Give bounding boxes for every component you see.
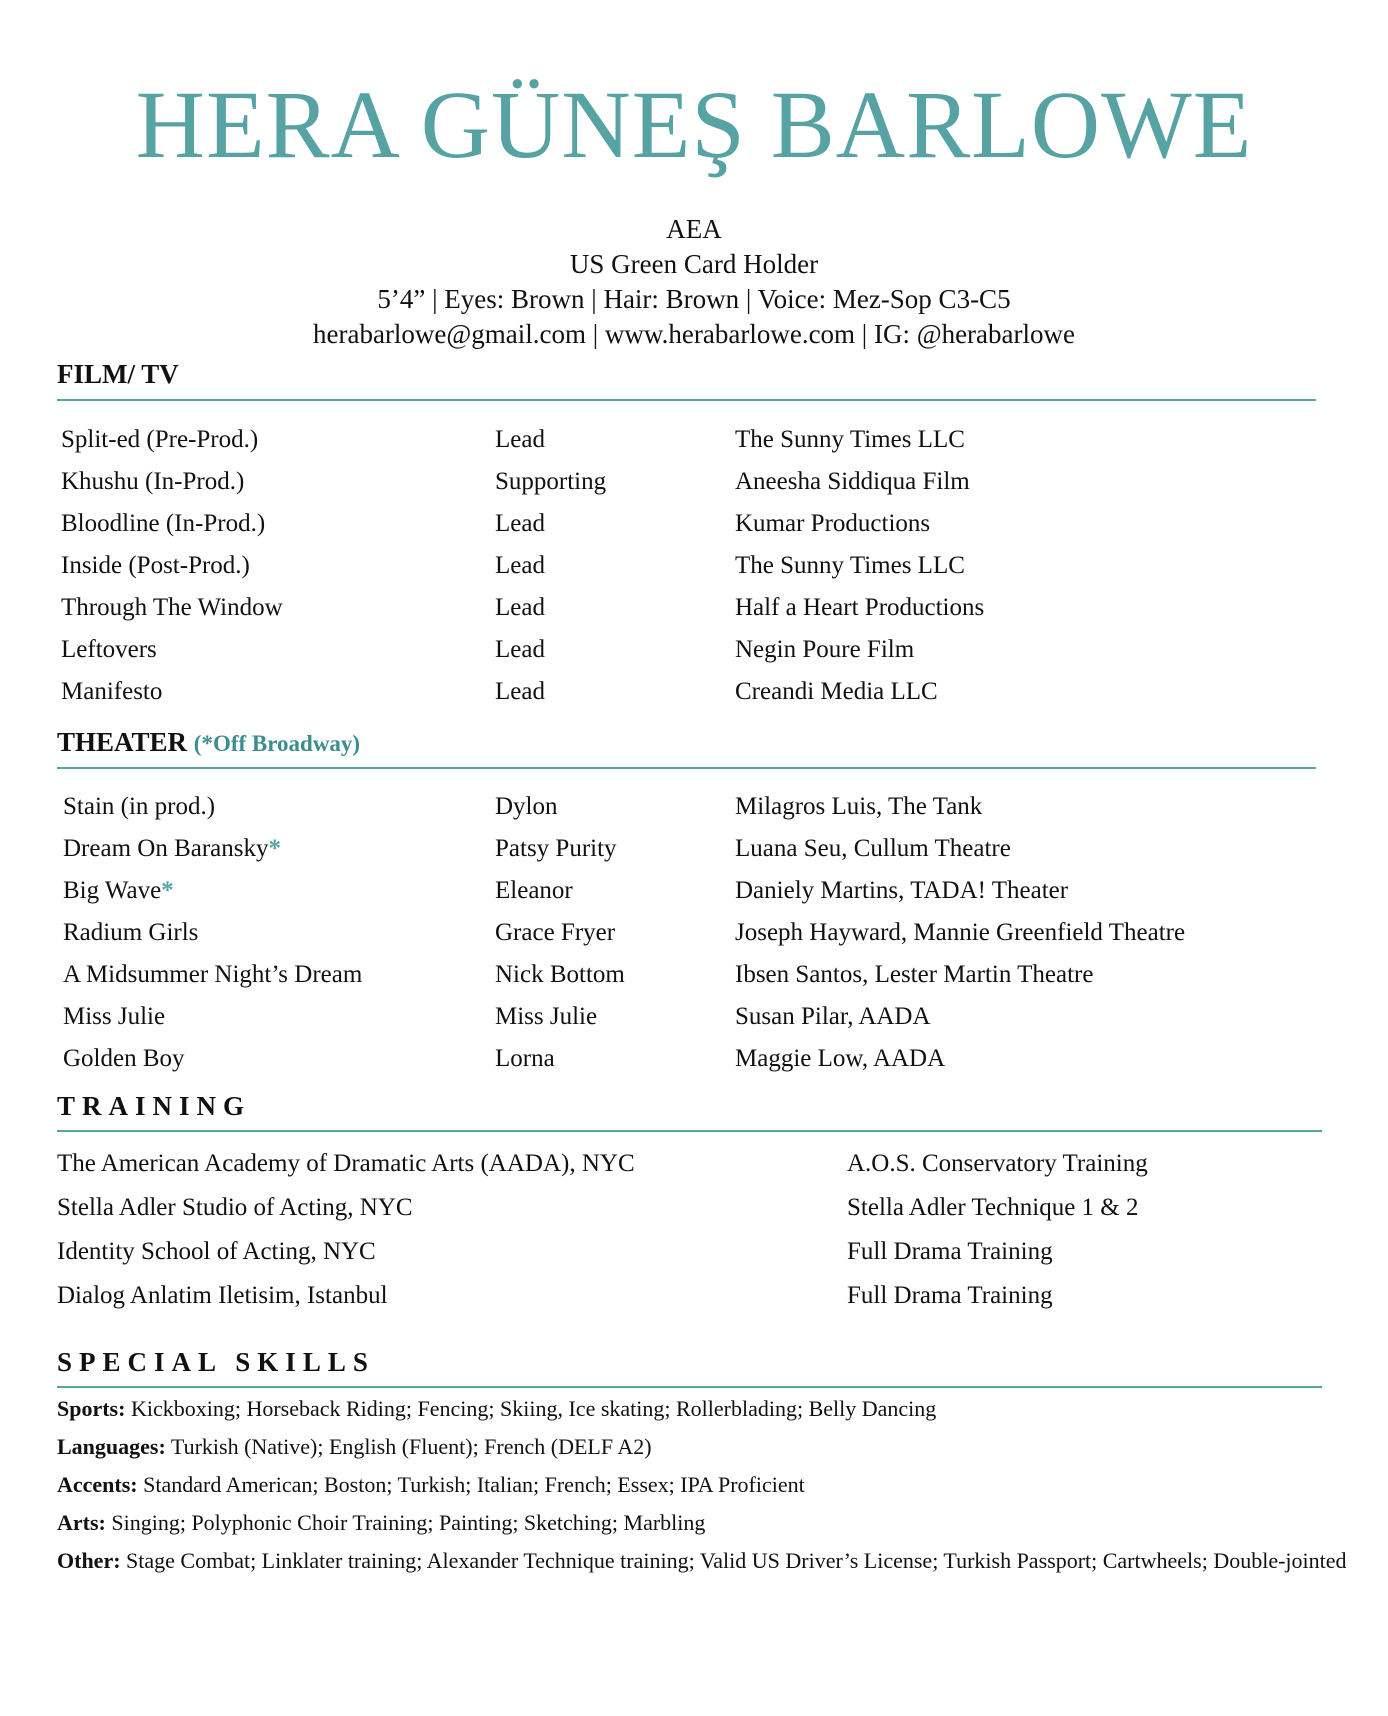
credit-company: Half a Heart Productions xyxy=(735,594,985,621)
credit-title xyxy=(63,828,281,870)
training-heading: TRAINING xyxy=(57,1091,252,1121)
credit-company: Kumar Productions xyxy=(735,510,931,537)
credit-company: Susan Pilar, AADA xyxy=(735,1003,931,1030)
training-school: Stella Adler Studio of Acting, NYC xyxy=(57,1194,413,1221)
skill-arts xyxy=(57,1504,1347,1542)
skill-label: Sports: xyxy=(57,1396,126,1421)
residency-status: US Green Card Holder xyxy=(569,249,819,279)
training-school: Identity School of Acting, NYC xyxy=(57,1238,376,1265)
credit-company: Aneesha Siddiqua Film xyxy=(735,468,970,495)
contact-info: herabarlowe@gmail.com | www.herabarlowe.com | IG: @herabarlowe xyxy=(313,319,1075,349)
credit-role: Lead xyxy=(495,636,545,663)
credit-company: Maggie Low, AADA xyxy=(735,1045,946,1072)
skills-list xyxy=(57,1390,1347,1580)
credit-role: Dylon xyxy=(495,793,558,820)
credit-role: Lead xyxy=(495,510,545,537)
credit-role: Patsy Purity xyxy=(495,835,617,862)
physical-stats: 5’4” | Eyes: Brown | Hair: Brown | Voice: Mez-Sop C3-C5 xyxy=(377,284,1011,314)
skill-text: Standard American; Boston; Turkish; Italian; French; Essex; IPA Proficient xyxy=(137,1472,805,1497)
theater-divider xyxy=(57,767,1316,769)
skill-other xyxy=(57,1542,1347,1580)
credit-role: Nick Bottom xyxy=(495,961,625,988)
film-heading: FILM/ TV xyxy=(57,359,179,389)
credit-title: Split-ed (Pre-Prod.) xyxy=(61,426,259,453)
training-program: Stella Adler Technique 1 & 2 xyxy=(847,1194,1139,1221)
skill-text: Singing; Polyphonic Choir Training; Painting; Sketching; Marbling xyxy=(105,1510,706,1535)
credit-title: Stain (in prod.) xyxy=(63,793,216,820)
skill-text: Turkish (Native); English (Fluent); French (DELF A2) xyxy=(165,1434,652,1459)
credit-role: Lorna xyxy=(495,1045,555,1072)
skill-label: Other: xyxy=(57,1548,121,1573)
credit-role: Grace Fryer xyxy=(495,919,616,946)
skill-label: Languages: xyxy=(57,1434,166,1459)
skill-label: Accents: xyxy=(57,1472,138,1497)
training-school: The American Academy of Dramatic Arts (AADA), NYC xyxy=(57,1150,635,1177)
credit-title: A Midsummer Night’s Dream xyxy=(63,961,363,988)
credit-title: Miss Julie xyxy=(63,1003,166,1030)
theater-credits xyxy=(0,786,1388,1086)
training-program: A.O.S. Conservatory Training xyxy=(847,1150,1148,1177)
contact-block xyxy=(0,212,1388,352)
credit-title: Radium Girls xyxy=(63,919,199,946)
credit-title: Golden Boy xyxy=(63,1045,185,1072)
credit-title: Through The Window xyxy=(61,594,283,621)
film-divider xyxy=(57,399,1316,401)
skill-sports xyxy=(57,1390,1347,1428)
credit-title-text: Big Wave xyxy=(63,877,162,904)
credit-title xyxy=(63,870,174,912)
training-divider xyxy=(57,1130,1322,1132)
credit-role: Lead xyxy=(495,426,545,453)
credit-role: Lead xyxy=(495,594,545,621)
training-list xyxy=(0,1142,1388,1322)
credit-company: Joseph Hayward, Mannie Greenfield Theatre xyxy=(735,919,1186,946)
credit-title: Khushu (In-Prod.) xyxy=(61,468,245,495)
skill-accents xyxy=(57,1466,1347,1504)
theater-heading-label: THEATER xyxy=(57,727,188,757)
skill-label: Arts: xyxy=(57,1510,106,1535)
credit-role: Lead xyxy=(495,552,545,579)
credit-company: The Sunny Times LLC xyxy=(735,552,965,579)
credit-company: Milagros Luis, The Tank xyxy=(735,793,983,820)
credit-company: Daniely Martins, TADA! Theater xyxy=(735,877,1069,904)
credit-company: Creandi Media LLC xyxy=(735,678,938,705)
credit-role: Lead xyxy=(495,678,545,705)
skills-heading: SPECIAL SKILLS xyxy=(57,1347,375,1377)
off-broadway-marker: * xyxy=(268,835,281,862)
credit-company: Luana Seu, Cullum Theatre xyxy=(735,835,1011,862)
skill-text: Kickboxing; Horseback Riding; Fencing; Skiing, Ice skating; Rollerblading; Belly Dancing xyxy=(125,1396,937,1421)
credit-title-text: Dream On Baransky xyxy=(63,835,269,862)
theater-heading-note: (*Off Broadway) xyxy=(193,731,361,756)
credit-company: Negin Poure Film xyxy=(735,636,915,663)
credit-title: Leftovers xyxy=(61,636,157,663)
union-status: AEA xyxy=(666,214,722,244)
credit-company: Ibsen Santos, Lester Martin Theatre xyxy=(735,961,1094,988)
credit-role: Miss Julie xyxy=(495,1003,598,1030)
performer-name: HERA GÜNEŞ BARLOWE xyxy=(135,71,1253,178)
skill-text: Stage Combat; Linklater training; Alexander Technique training; Valid US Driver’s License; Turkish Passport; Cartwheels; Double-jointed xyxy=(120,1548,1347,1573)
credit-role: Eleanor xyxy=(495,877,573,904)
training-program: Full Drama Training xyxy=(847,1238,1053,1265)
credit-title: Bloodline (In-Prod.) xyxy=(61,510,266,537)
credit-title: Manifesto xyxy=(61,678,163,705)
credit-company: The Sunny Times LLC xyxy=(735,426,965,453)
skills-divider xyxy=(57,1386,1322,1388)
training-program: Full Drama Training xyxy=(847,1282,1053,1309)
film-credits xyxy=(0,419,1388,719)
training-school: Dialog Anlatim Iletisim, Istanbul xyxy=(57,1282,388,1309)
theater-heading xyxy=(57,726,360,760)
credit-role: Supporting xyxy=(495,468,607,495)
credit-title: Inside (Post-Prod.) xyxy=(61,552,250,579)
off-broadway-marker: * xyxy=(161,877,174,904)
skill-languages xyxy=(57,1428,1347,1466)
